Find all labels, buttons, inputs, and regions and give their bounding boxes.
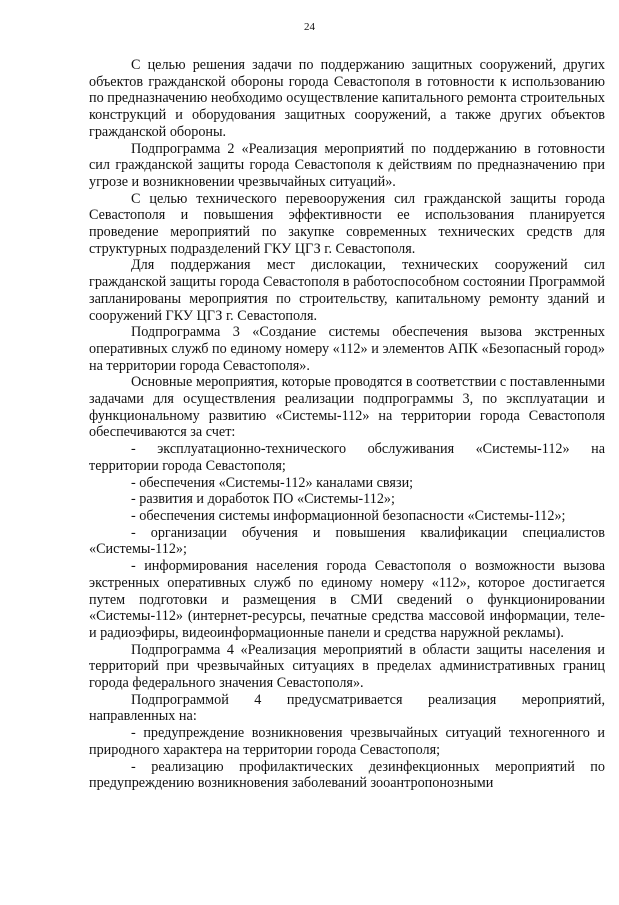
paragraph-deployment-maintenance: Для поддержания мест дислокации, технических сооружений сил гражданской защиты города Севастополя в работоспособном состоянии Программой запланированы мероприятия по строительству, капитальному ремонту зданий и сооружений ГКУ ЦГЗ г. Севастополя. [89, 257, 605, 324]
list-item: - обеспечения «Системы-112» каналами связи; [131, 474, 414, 491]
list-item: - организации обучения и повышения квалификации специалистов «Системы-112»; [89, 524, 605, 558]
paragraph-subprogram-3-title: Подпрограмма 3 «Создание системы обеспечения вызова экстренных оперативных служб по единому номеру «112» и элементов АПК «Безопасный город» на территории города Севастополя». [89, 324, 605, 374]
list-item: - предупреждение возникновения чрезвычайных ситуаций техногенного и природного характера на территории города Севастополя; [89, 725, 605, 758]
paragraph-subprogram-2-title: Подпрограмма 2 «Реализация мероприятий по поддержанию в готовности сил гражданской защиты города Севастополя к действиям по предназначению при угрозе и возникновении чрезвычайных ситуаций». [89, 140, 605, 190]
paragraph-civil-defense-shelters: С целью решения задачи по поддержанию защитных сооружений, других объектов гражданской обороны города Севастополя в готовности к использованию по предназначению необходимо осуществление капитального ремонта строительных конструкций и оборудования защитных сооружений, а также других объектов гражданской обороны. [89, 57, 605, 140]
list-item: - реализацию профилактических дезинфекционных мероприятий по предупреждению возникновения заболеваний зооантропонозными [89, 758, 605, 792]
paragraph-subprogram-4-intro: Подпрограммой 4 предусматривается реализация мероприятий, направленных на: [89, 691, 605, 725]
paragraph-technical-reequipment: С целью технического перевооружения сил гражданской защиты города Севастополя и повышения эффективности ее использования планируется проведение мероприятий по закупке современных технических средств для структурных подразделений ГКУ ЦГЗ г. Севастополя. [89, 190, 605, 257]
list-item: - эксплуатационно-технического обслуживания «Системы-112» на территории города Севастополя; [89, 441, 605, 474]
list-item: - информирования населения города Севастополя о возможности вызова экстренных оперативных служб по единому номеру «112», которое достигается путем подготовки и размещения в СМИ сведений о функционировании «Системы-112» (интернет-ресурсы, печатные средства массовой информации, теле- и радиоэфиры, видеоинформационные панели и средства наружной рекламы). [89, 558, 605, 641]
page-number: 24 [304, 21, 315, 33]
paragraph-main-measures: Основные мероприятия, которые проводятся в соответствии с поставленными задачами для осуществления реализации подпрограммы 3, по эксплуатации и функциональному развитию «Системы-112» на территории города Севастополя обеспечиваются за счет: [89, 374, 605, 441]
paragraph-subprogram-4-title: Подпрограмма 4 «Реализация мероприятий в области защиты населения и территорий при чрезвычайных ситуациях в пределах административных границ города федерального значения Севастополя». [89, 641, 605, 692]
list-item: - обеспечения системы информационной безопасности «Системы-112»; [131, 507, 566, 524]
list-item: - развития и доработок ПО «Системы-112»; [131, 491, 395, 508]
document-body [89, 57, 605, 792]
